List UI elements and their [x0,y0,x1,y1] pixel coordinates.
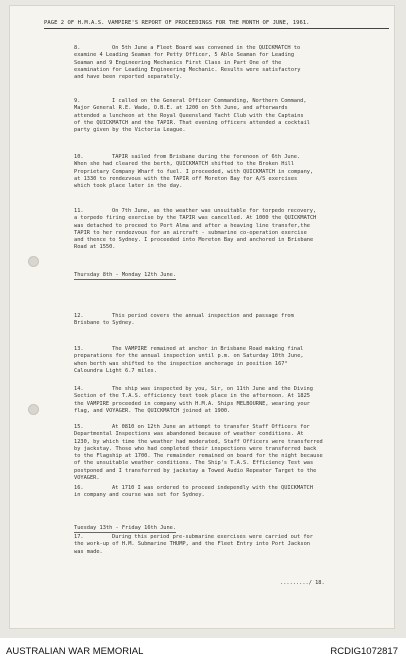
document-header: PAGE 2 OF H.M.A.S. VAMPIRE'S REPORT OF PROCEEDINGS FOR THE MONTH OF JUNE, 1961. [44,20,310,26]
paragraph [74,154,376,190]
paragraph-line: was detached to proceed to Port Alma and after a heaving line transfer,the [74,222,310,229]
section-heading [74,272,176,280]
paragraph-line: preparations for the annual inspection until p.m. on Saturday 10th June, [74,353,304,360]
paragraph [74,208,376,252]
paragraph-line: TAPIR to her rendezvous for an aircraft - submarine co-operation exercise [74,229,307,236]
punch-hole [28,404,39,415]
section-heading [74,525,176,533]
paragraph [74,386,376,415]
archive-name: AUSTRALIAN WAR MEMORIAL [6,646,144,657]
paragraph-number: 10. [74,154,84,160]
section-heading-text: Tuesday 13th - Friday 16th June. [74,525,177,531]
document-page [10,6,394,628]
header-rule [44,28,389,29]
paragraph-line: Major General R.E. Wade, O.B.E. at 1200 on 5th June, and afterwards [74,105,288,112]
paragraph-line: and have been reported separately. [74,74,183,81]
paragraph-line: When she had cleared the berth, QUICKMATCH shifted to the Broken Hill [74,161,295,168]
paragraph-line: of the unsuitable weather conditions. The Ship's T.A.S. Efficiency Test was [74,460,314,467]
paragraph-line: During this period pre-submarine exercises were carried out for [112,534,313,540]
paragraph [74,98,376,134]
paragraph-line: a torpedo firing exercise by the TAPIR was cancelled. At 1000 the QUICKMATCH [74,215,317,222]
paragraph-line: when berth was shifted to the inspection anchorage in position 167° [74,360,288,367]
paragraph-number: 15. [74,424,84,430]
paragraph-number: 9. [74,98,81,104]
paragraph [74,45,376,81]
paragraph-line: TAPIR sailed from Brisbane during the forenoon of 6th June. [112,154,301,160]
paragraph-line: Proprietary Company Wharf to fuel. I proceeded, with QUICKMATCH in company, [74,168,314,175]
paragraph-number: 14. [74,386,84,392]
paragraph [74,485,376,500]
paragraph [74,313,376,328]
paragraph-line: At 0810 on 12th June an attempt to transfer Staff Officers for [112,424,310,430]
paragraph-line: Brisbane to Sydney. [74,320,135,327]
paragraph-line: in company and course was set for Sydney. [74,492,205,499]
paragraph-line: On 7th June, as the weather was unsuitable for torpedo recovery, [112,208,317,214]
paragraph-line: examine 4 Leading Seaman for Petty Officer, 5 Able Seaman for Leading [74,52,295,59]
paragraph-line: flag, and VOYAGER. The QUICKMATCH joined at 1900. [74,407,231,414]
paragraph-line: party given by the Victoria League. [74,127,186,134]
punch-hole [28,256,39,267]
archive-reference: RCDIG1072817 [330,646,398,657]
paragraph-line: VOYAGER. [74,475,100,482]
paragraph-line: examination for Leading Engineering Mechanic. Results were satisfactory [74,66,301,73]
paragraph-line: The VAMPIRE remained at anchor in Brisbane Road making final [112,346,304,352]
paragraph-line: by jackstay. Those who had completed their inspections were transferred back [74,445,317,452]
section-heading-text: Thursday 8th - Monday 12th June. [74,272,177,278]
paragraph-line: I called on the General Officer Commanding, Northern Command, [112,98,307,104]
paragraph-number: 8. [74,45,81,51]
paragraph-line: Seaman and 9 Engineering Mechanics First Class in Part One of the [74,59,282,66]
paragraph-line: Caloundra Light 6.7 miles. [74,367,157,374]
paragraph-line: the work-up of H.M. Submarine THUMP, and the Fleet Entry into Port Jackson [74,541,310,548]
paragraph-line: The ship was inspected by you, Sir, on 11th June and the Diving [112,386,313,392]
paragraph [74,424,376,482]
paragraph-line: to the Flagship at 1700. The remainder remained on board for the night because [74,453,323,460]
paragraph-number: 11. [74,208,84,214]
continuation-marker: ........./ 18. [280,580,325,586]
paragraph-line: the VAMPIRE proceeded in company with H.M.A. Ships MELBOURNE, wearing your [74,400,310,407]
paragraph-number: 12. [74,313,84,319]
paragraph-number: 16. [74,485,84,491]
paragraph-line: of the QUICKMATCH and the TAPIR. That evening officers attended a cocktail [74,119,310,126]
archive-footer [0,638,406,666]
paragraph-line: Departmental Inspections was abandoned because of weather conditions. At [74,431,304,438]
paragraph-line: At 1710 I was ordered to proceed independly with the QUICKMATCH [112,485,313,491]
paragraph-line: This period covers the annual inspection and passage from [112,313,294,319]
paragraph-line: Road at 1550. [74,244,116,251]
paragraph [74,346,376,375]
paragraph-line: and thence to Sydney. I proceeded into Moreton Bay and anchored in Brisbane [74,237,314,244]
paragraph-number: 13. [74,346,84,352]
paragraph-line: postponed and I transferred by jackstay a Towed Audio Repeater Target to the [74,467,317,474]
paragraph-line: attended a luncheon at the Royal Queensland Yacht Club with the Captains [74,112,304,119]
paragraph-line: On 5th June a Fleet Board was convened in the QUICKMATCH to [112,45,301,51]
section-underline [74,532,176,533]
paragraph-line: which took place later in the day. [74,183,183,190]
section-underline [74,279,176,280]
paragraph-line: at 1330 to rendezvous with the TAPIR off Moreton Bay for A/S exercises [74,175,298,182]
paragraph-line: Section of the T.A.S. efficiency test took place in the afternoon. At 1825 [74,393,310,400]
paragraph [74,534,376,556]
paragraph-line: 1230, by which time the weather had moderated, Staff Officers were transferred [74,438,323,445]
paragraph-number: 17. [74,534,84,540]
paragraph-line: was made. [74,548,103,555]
